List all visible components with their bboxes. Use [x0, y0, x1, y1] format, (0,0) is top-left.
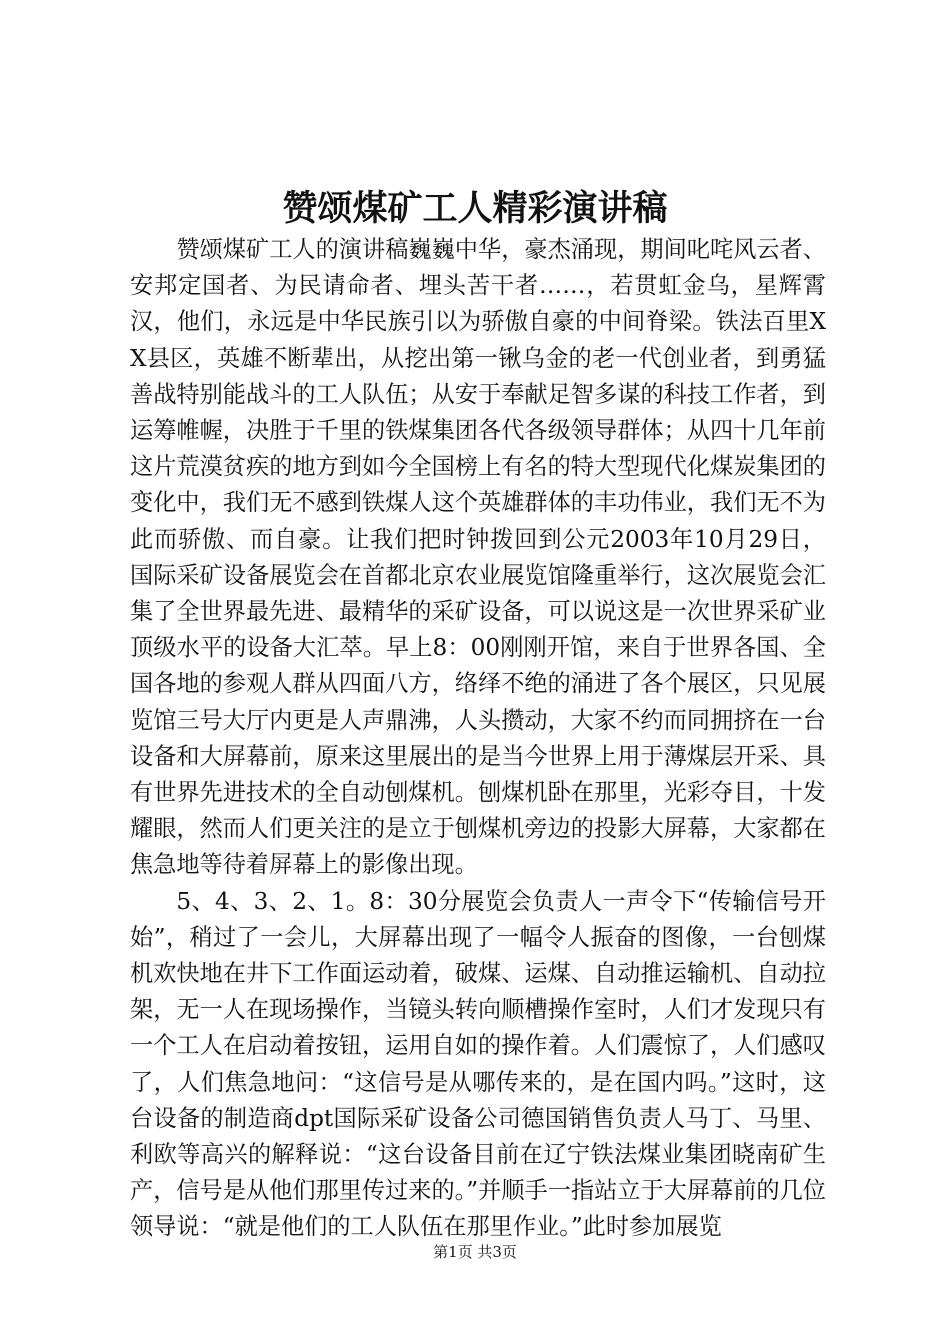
document-body — [130, 232, 826, 1246]
paragraph-2: 5、4、3、2、1。8：30分展览会负责人一声令下“传输信号开始”，稍过了一会儿，大屏幕出现了一幅令人振奋的图像，一台刨煤机欢快地在井下工作面运动着，破煤、运煤、自动推运输机、自动拉架，无一人在现场操作，当镜头转向顺槽操作室时，人们才发现只有一个工人在启动着按钮，运用自如的操作着。人们震惊了，人们感叹了，人们焦急地问：“这信号是从哪传来的，是在国内吗。”这时，这台设备的制造商dpt国际采矿设备公司德国销售负责人马丁、马里、利欧等高兴的解释说：“这台设备目前在辽宁铁法煤业集团晓南矿生产，信号是从他们那里传过来的。”并顺手一指站立于大屏幕前的几位领导说：“就是他们的工人队伍在那里作业。”此时参加展览 — [130, 887, 826, 1241]
document-title: 赞颂煤矿工人精彩演讲稿 — [282, 188, 668, 229]
paragraph-1: 赞颂煤矿工人的演讲稿巍巍中华，豪杰涌现，期间叱咤风云者、安邦定国者、为民请命者、埋头苦干者……，若贯虹金乌，星辉霄汉，他们，永远是中华民族引以为骄傲自豪的中间脊梁。铁法百里XX县区，英雄不断辈出，从挖出第一锹乌金的老一代创业者，到勇猛善战特别能战斗的工人队伍；从安于奉献足智多谋的科技工作者，到运筹帷幄，决胜于千里的铁煤集团各代各级领导群体；从四十几年前这片荒漠贫疾的地方到如今全国榜上有名的特大型现代化煤炭集团的变化中，我们无不感到铁煤人这个英雄群体的丰功伟业，我们无不为此而骄傲、而自豪。让我们把时钟拨回到公元2003年10月29日，国际采矿设备展览会在首都北京农业展览馆隆重举行，这次展览会汇集了全世界最先进、最精华的采矿设备，可以说这是一次世界采矿业顶级水平的设备大汇萃。早上8：00刚刚开馆，来自于世界各国、全国各地的参观人群从四面八方，络绎不绝的涌进了各个展区，只见展览馆三号大厅内更是人声鼎沸，人头攒动，大家不约而同拥挤在一台设备和大屏幕前，原来这里展出的是当今世界上用于薄煤层开采、具有世界先进技术的全自动刨煤机。刨煤机卧在那里，光彩夺目，十发耀眼，然而人们更关注的是立于刨煤机旁边的投影大屏幕，大家都在焦急地等待着屏幕上的影像出现。 — [130, 236, 826, 879]
page-number-footer: 第1页 共3页 — [433, 1243, 517, 1261]
